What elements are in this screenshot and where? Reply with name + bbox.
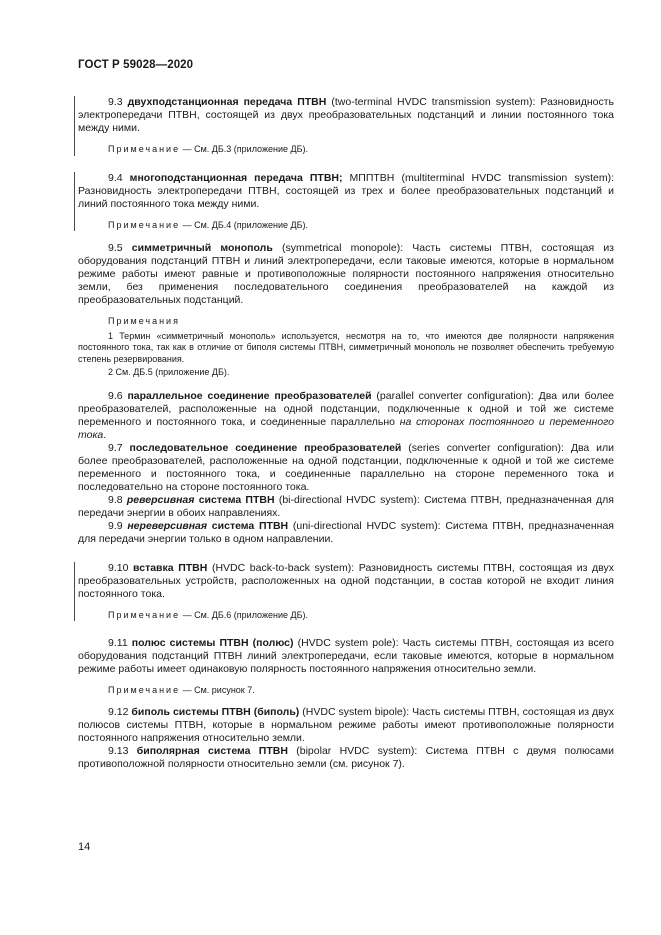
note-9-5-2: 2 См. ДБ.5 (приложение ДБ). bbox=[108, 367, 230, 377]
term-9-11: полюс системы ПТВН (полюс) bbox=[131, 637, 294, 649]
note-9-11: Примечание — См. рисунок 7. bbox=[108, 685, 255, 695]
section-9-3 bbox=[74, 96, 614, 156]
page-number: 14 bbox=[78, 841, 91, 853]
notes-9-5: Примечания 1 Термин «симметричный монополь» используется, несмотря на то, что имеются две полярности напряжения постоянного тока, так как в отличие от биполя системы ПТВН, симметричный монополь не позволяет обеспечить требуемую степень резервирования. 2 См. ДБ.5 (приложение ДБ). bbox=[78, 316, 614, 377]
term-9-3: двухподстанционная передача ПТВН bbox=[127, 96, 327, 108]
document-body bbox=[78, 96, 614, 771]
term-9-7: последовательное соединение преобразователей bbox=[129, 441, 402, 454]
term-9-6: параллельное соединение преобразователей bbox=[127, 389, 372, 402]
paragraph-9-12: 9.12 биполь системы ПТВН (биполь) (HVDC system bipole): Часть системы ПТВН, состоящая из двух полюсов системы ПТВН, которые в нормальном режиме работы имеют противоположные полярности постоянного напряжения относительно земли. bbox=[78, 705, 615, 744]
paragraph-9-10: 9.10 вставка ПТВН (HVDC back-to-back system): Разновидность системы ПТВН, состоящая из двух преобразовательных устройств, расположенных на одной подстанции, в состав которой не входит линия постоянного тока. bbox=[78, 561, 614, 600]
term-9-10: вставка ПТВН bbox=[133, 561, 208, 574]
section-9-4 bbox=[74, 172, 614, 232]
paragraph-9-6: 9.6 параллельное соединение преобразователей (parallel converter configuration): Два или более преобразователей, расположенные на одной подстанции, подключенные к одной и той же системе переменного и постоянного тока, и соединенные параллельно на сторонах постоянного и переменного тока. bbox=[78, 389, 615, 441]
paragraph-9-11: 9.11 полюс системы ПТВН (полюс) (HVDC system pole): Часть системы ПТВН, состоящая из всего оборудования подстанций ПТВН линий электропередачи, если таковые имеются, которые в нормальном режиме работы имеет одинаковую полярность постоянного напряжения относительно земли. bbox=[78, 637, 615, 675]
term-9-5: симметричный монополь bbox=[131, 242, 273, 254]
term-9-8: реверсивная bbox=[126, 493, 195, 506]
page-header-title: ГОСТ Р 59028—2020 bbox=[78, 59, 194, 71]
paragraph-9-4: 9.4 многоподстанционная передача ПТВН; МППТВН (multiterminal HVDC transmission system): Разновидность электропередачи ПТВН, состоящей из трех и более преобразовательных подстанций и линий постоянного тока между ними. bbox=[78, 171, 614, 210]
paragraph-9-9: 9.9 нереверсивная система ПТВН (uni-directional HVDC system): Система ПТВН, предназначенная для передачи энергии только в одном направлении. bbox=[78, 519, 614, 545]
term-9-9: нереверсивная bbox=[127, 519, 208, 532]
note-9-4: Примечание — См. ДБ.4 (приложение ДБ). bbox=[108, 219, 308, 230]
note-9-10: Примечание — См. ДБ.6 (приложение ДБ). bbox=[108, 609, 308, 620]
term-9-4: многоподстанционная передача ПТВН; bbox=[129, 171, 343, 184]
note-9-3: Примечание — См. ДБ.3 (приложение ДБ). bbox=[108, 144, 308, 154]
term-9-12: биполь системы ПТВН (биполь) bbox=[131, 705, 300, 718]
paragraph-9-5: 9.5 симметричный монополь (symmetrical monopole): Часть системы ПТВН, состоящая из оборудования подстанций ПТВН и линий электропередачи, если таковые имеются, которые в нормальном режиме работы имеют равные и противоположные полярности постоянного напряжения относительно земли, без применения последовательного соединения преобразователей на каждой из преобразовательных подстанций. bbox=[78, 242, 614, 306]
term-9-13: биполярная система ПТВН bbox=[136, 744, 288, 757]
paragraph-9-8: 9.8 реверсивная система ПТВН (bi-directional HVDC system): Система ПТВН, предназначенная для передачи энергии в обоих направлениях. bbox=[78, 493, 614, 519]
section-9-10 bbox=[74, 562, 614, 622]
note-9-5-1: 1 Термин «симметричный монополь» используется, несмотря на то, что имеются две полярности напряжения постоянного тока, так как в отличие от биполя системы ПТВН, симметричный монополь не позволяет обеспечить требуемую степень резервирования. bbox=[78, 330, 614, 364]
paragraph-9-13: 9.13 биполярная система ПТВН (bipolar HVDC system): Система ПТВН с двумя полюсами противоположной полярности относительно земли (см. рисунок 7). bbox=[78, 744, 614, 770]
paragraph-9-7: 9.7 последовательное соединение преобразователей (series converter configuration): Два или более преобразователей, расположенные на одной подстанции, подключенные к одной и той же системе переменного и постоянного тока, и соединенные параллельно на стороне переменного тока и последовательно на стороне постоянного тока. bbox=[78, 441, 615, 493]
paragraph-9-3: 9.3 двухподстанционная передача ПТВН (two-terminal HVDC transmission system): Разновидность электропередачи ПТВН, состоящей из двух преобразовательных подстанций и линии постоянного тока между ними. bbox=[78, 96, 614, 134]
